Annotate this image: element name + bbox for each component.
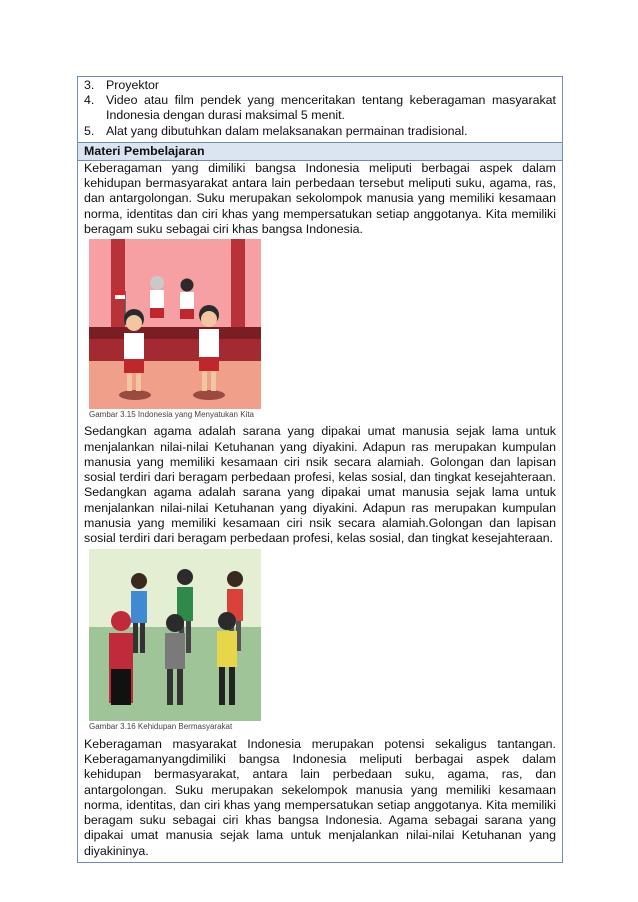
paragraph-1: Keberagaman yang dimiliki bangsa Indonesia meliputi berbagai aspek dalam kehidupan bermasyarakat antara lain perbedaan tersebut meliputi suku, agama, ras, dan antargolongan. Suku merupakan sekolompok manusia yang memiliki kesamaan norma, identitas dan ciri khas yang mempersatukan setiap anggotanya. Kita memiliki beragam suku sebagai ciri khas bangsa Indonesia.	[84, 160, 556, 236]
list-text: Alat yang dibutuhkan dalam melaksanakan permainan tradisional.	[106, 123, 468, 138]
figure-2	[89, 549, 261, 732]
paragraph-2: Sedangkan agama adalah sarana yang dipakai umat manusia sejak lama untuk menjalankan nilai-nilai Ketuhanan yang diyakini. Adapun ras merupakan kumpulan manusia yang memiliki kesamaan ciri nsik secara alamiah. Golongan dan lapisan sosial terdiri dari beragam perbedaan profesi, kelas sosial, dan tingkat kesejahteraan. Sedangkan agama adalah sarana yang dipakai umat manusia sejak lama untuk menjalankan nilai-nilai Ketuhanan yang diyakini. Adapun ras merupakan kumpulan manusia yang memiliki kesamaan ciri nsik secara alamiah.Golongan dan lapisan sosial terdiri dari beragam perbedaan profesi, kelas sosial, dan tingkat kesejahteraan.	[84, 424, 556, 546]
community-people-illustration	[89, 549, 261, 721]
list-item	[84, 78, 556, 93]
list-item	[84, 93, 556, 123]
lesson-table	[77, 76, 563, 863]
figure-2-caption: Gambar 3.16 Kehidupan Bermasyarakat	[89, 721, 233, 731]
section-body	[78, 161, 562, 862]
paragraph-3: Keberagaman masyarakat Indonesia merupakan potensi sekaligus tantangan. Keberagamanyangdimiliki bangsa Indonesia meliputi berbagai aspek dalam kehidupan bermasyarakat, antara lain perbedaan suku, agama, ras, dan antargolongan. Suku merupakan sekelompok manusia yang memiliki kesamaan norma, identitas, dan ciri khas yang mempersatukan setiap anggotanya. Kita memiliki beragam suku sebagai ciri khas bangsa Indonesia. Agama sebagai sarana yang dipakai umat manusia sejak lama untuk menjalankan nilai-nilai Ketuhanan yang diyakininya.	[84, 736, 556, 858]
tools-list	[78, 77, 562, 142]
list-number: 5.	[84, 123, 95, 138]
list-text: Video atau film pendek yang menceritakan tentang keberagaman masyarakat Indonesia dengan durasi maksimal 5 menit.	[106, 93, 556, 123]
section-title: Materi Pembelajaran	[78, 142, 562, 161]
list-number: 4.	[84, 93, 95, 108]
list-text: Proyektor	[106, 78, 160, 92]
figure-1	[89, 239, 261, 420]
students-flag-illustration	[89, 239, 261, 409]
figure-1-caption: Gambar 3.15 Indonesia yang Menyatukan Kita	[89, 410, 254, 420]
list-number: 3.	[84, 78, 95, 92]
list-item	[84, 124, 556, 139]
